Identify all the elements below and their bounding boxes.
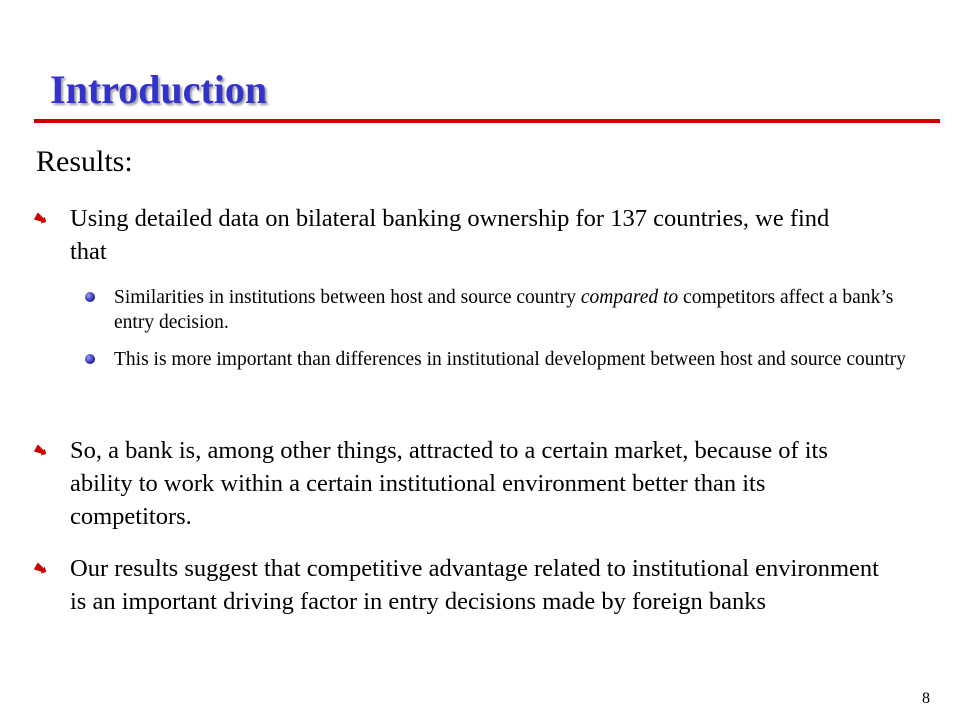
page-number: 8 bbox=[922, 690, 930, 707]
title-divider bbox=[34, 119, 940, 123]
bullet-text: Using detailed data on bilateral banking ownership for 137 countries, we find that bbox=[70, 205, 830, 265]
emphasis-text: compared to bbox=[580, 287, 679, 308]
bullet-text: Our results suggest that competitive advantage related to institutional environment is an important driving factor in entry decisions made by foreign banks bbox=[70, 555, 879, 615]
bullet-dot-icon bbox=[84, 353, 96, 365]
bullet-item-1 bbox=[70, 202, 850, 268]
bullet-arrow-icon bbox=[34, 212, 48, 226]
sub-bullet-item-1 bbox=[114, 285, 914, 335]
bullet-arrow-icon bbox=[34, 562, 48, 576]
bullet-item-2 bbox=[70, 434, 890, 533]
bullet-item-3 bbox=[70, 552, 900, 618]
sub-bullet-text: Similarities in institutions between host and source country compared to competitors affect a bank’s entry decision. bbox=[114, 287, 894, 333]
results-heading: Results: bbox=[36, 145, 133, 178]
bullet-dot-icon bbox=[84, 291, 96, 303]
sub-bullet-text: This is more important than differences in institutional development between host and source country bbox=[114, 349, 906, 370]
sub-bullet-item-2 bbox=[114, 347, 914, 372]
slide-title: Introduction bbox=[50, 67, 268, 112]
bullet-arrow-icon bbox=[34, 444, 48, 458]
bullet-text: So, a bank is, among other things, attracted to a certain market, because of its ability to work within a certain institutional environment better than its competitors. bbox=[70, 437, 828, 530]
